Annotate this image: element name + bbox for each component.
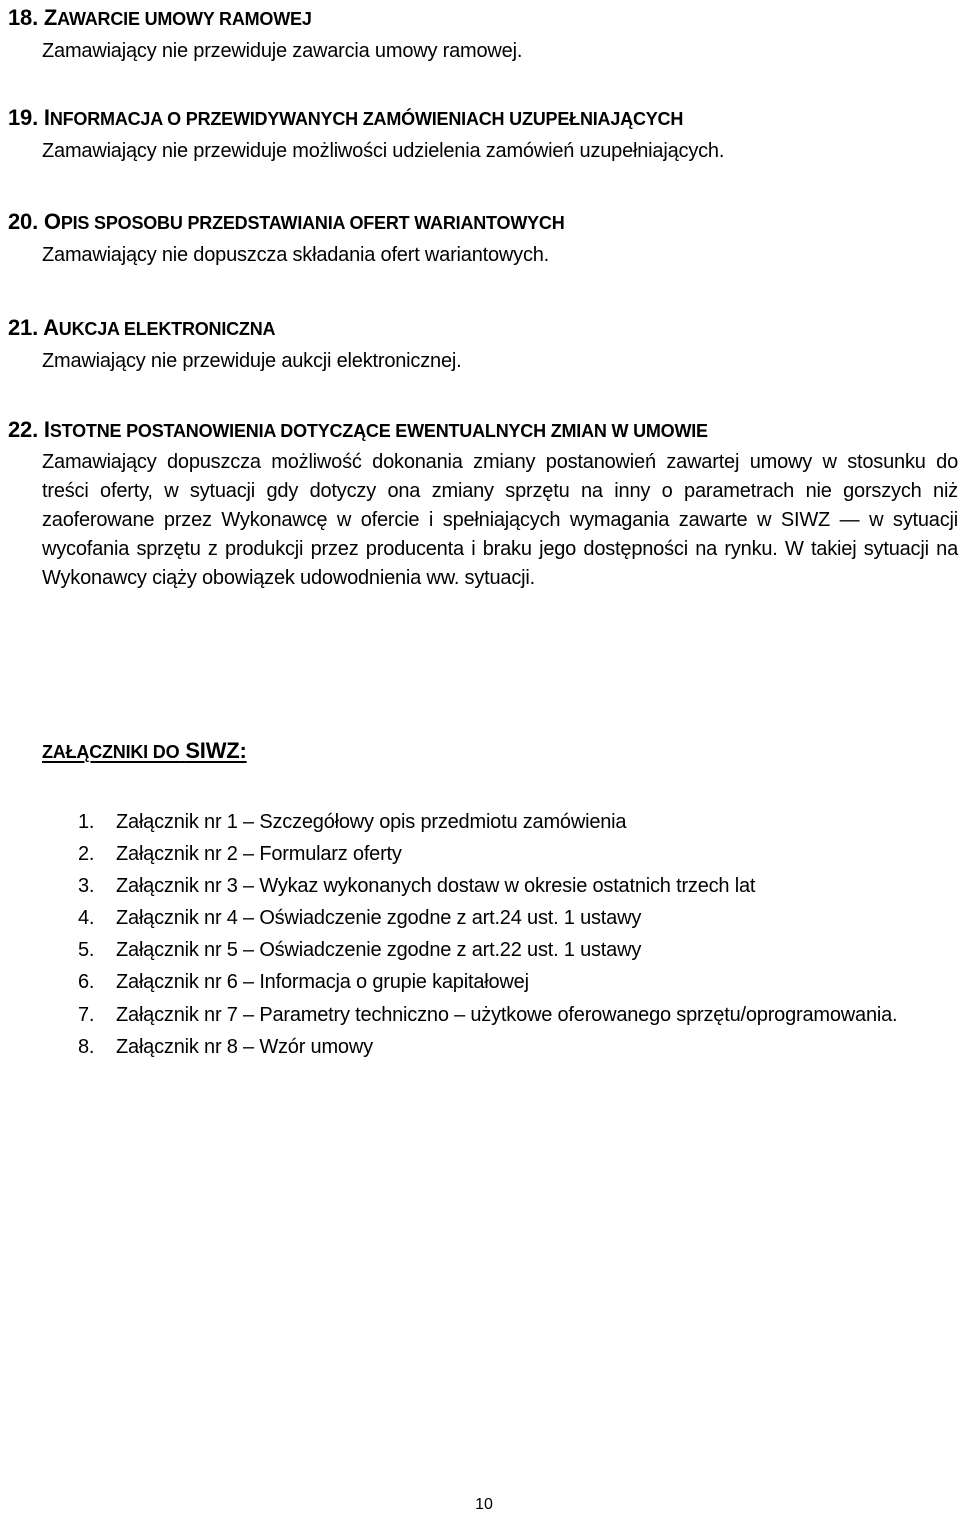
section-number: 21.	[8, 315, 38, 340]
list-item	[78, 1031, 897, 1063]
heading-rest: STOTNE POSTANOWIENIA DOTYCZĄCE EWENTUALNYCH ZMIAN W UMOWIE	[49, 421, 708, 441]
section-heading	[8, 314, 958, 343]
list-item-text: Załącznik nr 2 – Formularz oferty	[116, 843, 402, 866]
list-item-text: Załącznik nr 8 – Wzór umowy	[116, 1035, 373, 1058]
list-item-text: Załącznik nr 7 – Parametry techniczno – użytkowe oferowanego sprzętu/oprogramowania.	[116, 1003, 898, 1026]
section-text: Zamawiający nie przewiduje możliwości udzielenia zamówień uzupełniających.	[42, 140, 725, 162]
attachments-title-small: ZAŁĄCZNIKI DO	[42, 742, 180, 762]
list-item-text: Załącznik nr 1 – Szczegółowy opis przedmiotu zamówienia	[116, 811, 627, 833]
heading-initial: I	[43, 417, 50, 442]
section-21	[8, 314, 958, 376]
heading-initial: Z	[43, 5, 58, 30]
attachments-title-large: SIWZ:	[185, 738, 247, 763]
list-item-number: 7.	[78, 1003, 95, 1026]
section-text: Zamawiający dopuszcza możliwość dokonania zmiany postanowień zawartej umowy w stosunku do treści oferty, w sytuacji gdy dotyczy ona zmiany sprzętu na inny o parametrach nie gorszych niż zaoferowane przez Wykonawcę w ofercie i spełniających wymagania zawarte w SIWZ — w sytuacji wycofania sprzętu z produkcji przez producenta i braku jego dostępności na rynku. W takiej sytuacji na Wykonawcy ciąży obowiązek udowodnienia ww. sytuacji.	[42, 451, 958, 589]
list-item-number: 8.	[78, 1035, 95, 1058]
heading-rest: UKCJA ELEKTRONICZNA	[58, 319, 276, 339]
section-text: Zamawiający nie przewiduje zawarcia umowy ramowej.	[42, 40, 523, 62]
heading-rest: PIS SPOSOBU PRZEDSTAWIANIA OFERT WARIANTOWYCH	[60, 213, 565, 233]
heading-rest: NFORMACJA O PRZEWIDYWANYCH ZAMÓWIENIACH UZUPEŁNIAJĄCYCH	[49, 109, 684, 129]
heading-rest: AWARCIE UMOWY RAMOWEJ	[57, 9, 312, 29]
section-19	[8, 104, 958, 166]
list-item-number: 5.	[78, 939, 95, 962]
section-heading	[8, 4, 958, 33]
list-item	[78, 838, 897, 870]
attachments-title	[42, 738, 247, 764]
list-item	[78, 999, 897, 1031]
list-item	[78, 966, 897, 998]
heading-initial: A	[43, 315, 59, 340]
section-number: 19.	[8, 105, 38, 130]
list-item-text: Załącznik nr 4 – Oświadczenie zgodne z art.24 ust. 1 ustawy	[116, 907, 642, 930]
section-heading	[8, 104, 958, 133]
section-number: 20.	[8, 209, 38, 234]
list-item	[78, 902, 897, 934]
section-18	[8, 4, 958, 66]
list-item-number: 6.	[78, 971, 95, 994]
page-number: 10	[475, 1496, 493, 1513]
section-number: 18.	[8, 5, 38, 30]
list-item-text: Załącznik nr 6 – Informacja o grupie kapitałowej	[116, 971, 529, 994]
list-item	[78, 934, 897, 966]
heading-initial: I	[43, 105, 50, 130]
section-heading	[8, 208, 958, 237]
section-22	[8, 416, 958, 593]
list-item-number: 3.	[78, 875, 95, 898]
section-number: 22.	[8, 417, 38, 442]
list-item	[78, 870, 897, 902]
list-item-number: 1.	[78, 811, 95, 833]
section-text: Zamawiający nie dopuszcza składania ofert wariantowych.	[42, 244, 550, 266]
section-text: Zmawiający nie przewiduje aukcji elektronicznej.	[42, 350, 462, 372]
section-20	[8, 208, 958, 270]
list-item-text: Załącznik nr 3 – Wykaz wykonanych dostaw w okresie ostatnich trzech lat	[116, 875, 756, 898]
section-heading	[8, 416, 958, 445]
list-item-number: 4.	[78, 907, 95, 930]
list-item-text: Załącznik nr 5 – Oświadczenie zgodne z art.22 ust. 1 ustawy	[116, 939, 642, 962]
heading-initial: O	[43, 209, 61, 234]
attachments-list	[78, 806, 897, 1063]
list-item-number: 2.	[78, 843, 95, 866]
list-item	[78, 806, 897, 838]
